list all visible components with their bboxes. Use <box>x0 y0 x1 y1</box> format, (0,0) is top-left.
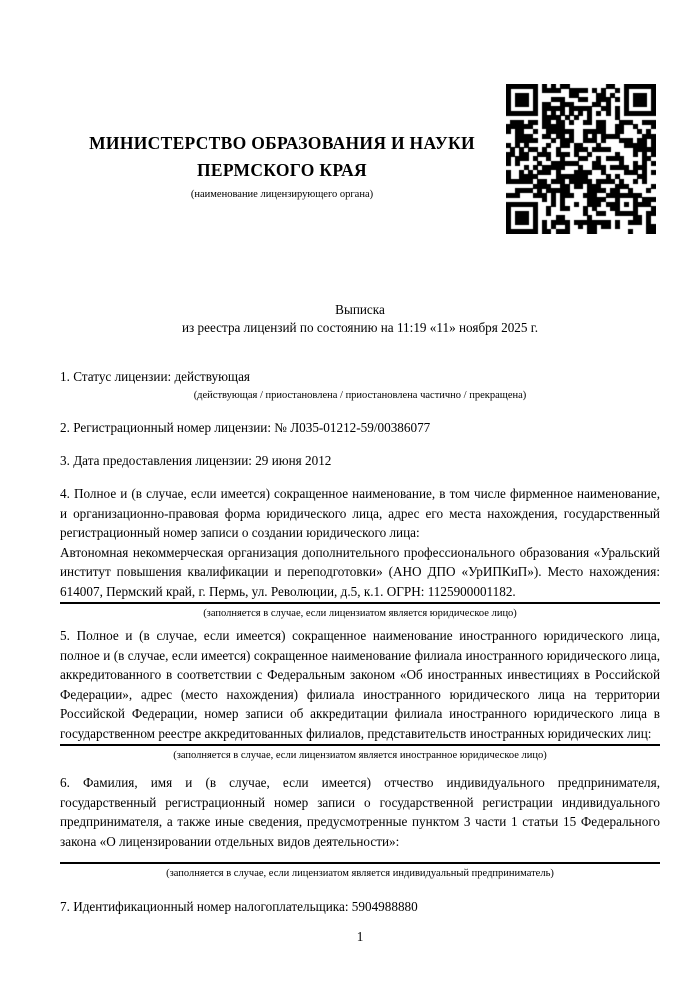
fill-line <box>60 602 660 604</box>
individual-entrepreneur-caption: (заполняется в случае, если лицензиатом является индивидуальный предприниматель) <box>166 868 554 879</box>
title-line1: Выписка <box>335 302 385 317</box>
foreign-entity-question: 5. Полное и (в случае, если имеется) сокращенное наименование иностранного юридического лица, полное и (в случае, если имеется) сокращенное наименование филиала иностранного юридического лица, аккредитованного в соответствии с Федеральным законом «Об иностранных инвестициях в Российской Федерации», адрес (место нахождения) филиала иностранного юридического лица на территории Российской Федерации, номер записи об аккредитации филиала иностранного юридического лица в государственном реестре аккредитованных филиалов, представительств иностранных юридических лиц: <box>60 628 660 741</box>
fill-line <box>60 744 660 746</box>
document-header <box>60 130 504 201</box>
item-6-individual-entrepreneur <box>60 773 660 880</box>
issuing-authority-name-line1: МИНИСТЕРСТВО ОБРАЗОВАНИЯ И НАУКИ <box>89 133 475 153</box>
item-7-taxpayer-number <box>60 897 660 916</box>
foreign-entity-caption: (заполняется в случае, если лицензиатом является иностранное юридическое лицо) <box>173 750 547 761</box>
license-status-text: 1. Статус лицензии: действующая <box>60 369 251 384</box>
license-status-caption: (действующая / приостановлена / приостановлена частично / прекращена) <box>193 390 527 401</box>
fill-line <box>60 862 660 864</box>
individual-entrepreneur-question: 6. Фамилия, имя и (в случае, если имеется) отчество индивидуального предпринимателя, государственный регистрационный номер записи о государственной регистрации индивидуального предпринимателя, а также иные сведения, предусмотренные пунктом 3 части 1 статьи 15 Федерального закона «О лицензировании отдельных видов деятельности»: <box>60 775 660 849</box>
item-2-registration-number <box>60 418 660 437</box>
legal-entity-caption: (заполняется в случае, если лицензиатом является юридическое лицо) <box>203 608 517 619</box>
issuing-authority-caption: (наименование лицензирующего органа) <box>190 189 374 200</box>
registration-number-text: 2. Регистрационный номер лицензии: № Л035-01212-59/00386077 <box>60 420 431 435</box>
legal-entity-question: 4. Полное и (в случае, если имеется) сокращенное наименование, в том числе фирменное наименование, и организационно-правовая форма юридического лица, адрес его места нахождения, государственный регистрационный номер записи о создании юридического лица: <box>60 486 660 540</box>
blank-answer-space <box>60 851 660 861</box>
title-line2: из реестра лицензий по состоянию на 11:19 «11» ноября 2025 г. <box>181 319 539 335</box>
item-5-foreign-entity <box>60 626 660 762</box>
taxpayer-number-text: 7. Идентификационный номер налогоплательщика: 5904988880 <box>60 899 418 914</box>
issuing-authority-name-line2: ПЕРМСКОГО КРАЯ <box>197 160 367 180</box>
page-number: 1 <box>356 929 364 944</box>
document-title <box>60 301 660 336</box>
license-date-text: 3. Дата предоставления лицензии: 29 июня 2012 <box>60 453 332 468</box>
item-3-license-date <box>60 451 660 470</box>
legal-entity-answer: Автономная некоммерческая организация дополнительного профессионального образования «Уральский институт повышения квалификации и переподготовки» (АНО ДПО «УрИПКиП»). Место нахождения: 614007, Пермский край, г. Пермь, ул. Революции, д.5, к.1. ОГРН: 1125900001182. <box>60 544 660 599</box>
item-4-legal-entity <box>60 484 660 620</box>
item-1-license-status <box>60 367 660 402</box>
qr-code-icon <box>506 84 656 234</box>
